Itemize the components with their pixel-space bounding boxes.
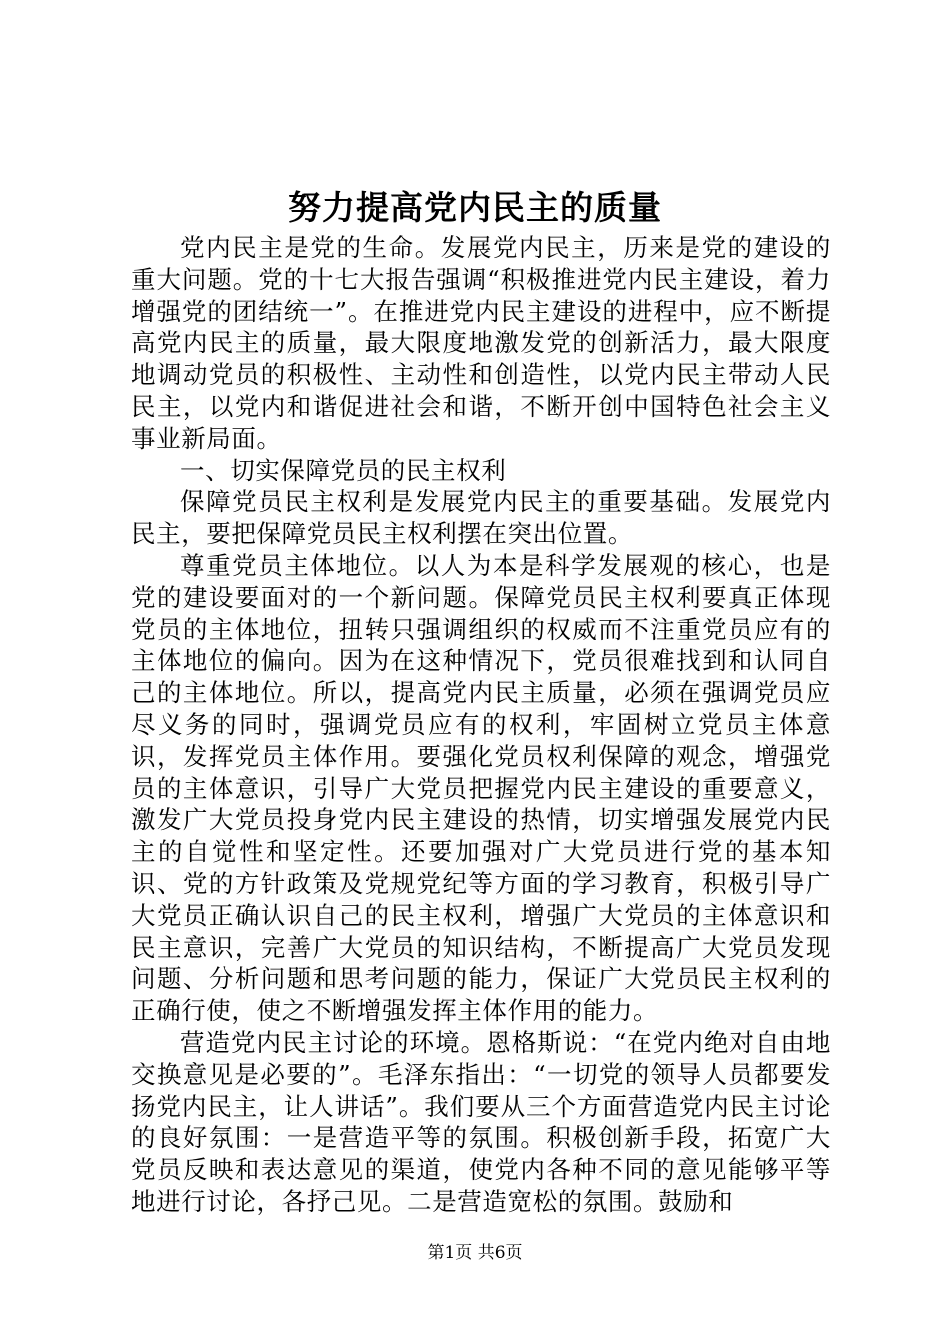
paragraph-discussion-environment: 营造党内民主讨论的环境。恩格斯说：“在党内绝对自由地交换意见是必要的”。毛泽东指出：“一切党的领导人员都要发扬党内民主，让人讲话”。我们要从三个方面营造党内民主讨论的良好氛围：一是营造平等的氛围。积极创新手段，拓宽广大党员反映和表达意见的渠道，使党内各种不同的意见能够平等地进行讨论，各抒己见。二是营造宽松的氛围。鼓励和 [131,1027,831,1216]
document-title: 努力提高党内民主的质量 [288,188,662,227]
section-heading: 一、切实保障党员的民主权利 [180,455,507,485]
page-footer: 第1页 共6页 [427,1243,523,1263]
paragraph-respect-members: 尊重党员主体地位。以人为本是科学发展观的核心，也是党的建设要面对的一个新问题。保障党员民主权利要真正体现党员的主体地位，扭转只强调组织的权威而不注重党员应有的主体地位的偏向。因为在这种情况下，党员很难找到和认同自己的主体地位。所以，提高党内民主质量，必须在强调党员应尽义务的同时，强调党员应有的权利，牢固树立党员主体意识，发挥党员主体作用。要强化党员权利保障的观念，增强党员的主体意识，引导广大党员把握党内民主建设的重要意义，激发广大党员投身党内民主建设的热情，切实增强发展党内民主的自觉性和坚定性。还要加强对广大党员进行党的基本知识、党的方针政策及党规党纪等方面的学习教育，积极引导广大党员正确认识自己的民主权利，增强广大党员的主体意识和民主意识，完善广大党员的知识结构，不断提高广大党员发现问题、分析问题和思考问题的能力，保证广大党员民主权利的正确行使，使之不断增强发挥主体作用的能力。 [131,550,831,1026]
paragraph-intro: 党内民主是党的生命。发展党内民主，历来是党的建设的重大问题。党的十七大报告强调“积极推进党内民主建设，着力增强党的团结统一”。在推进党内民主建设的进程中，应不断提高党内民主的质量，最大限度地激发党的创新活力，最大限度地调动党员的积极性、主动性和创造性，以党内民主带动人民民主，以党内和谐促进社会和谐，不断开创中国特色社会主义事业新局面。 [131,233,831,453]
paragraph-basis: 保障党员民主权利是发展党内民主的重要基础。发展党内民主，要把保障党员民主权利摆在突出位置。 [131,487,831,549]
document-body [131,232,831,1218]
